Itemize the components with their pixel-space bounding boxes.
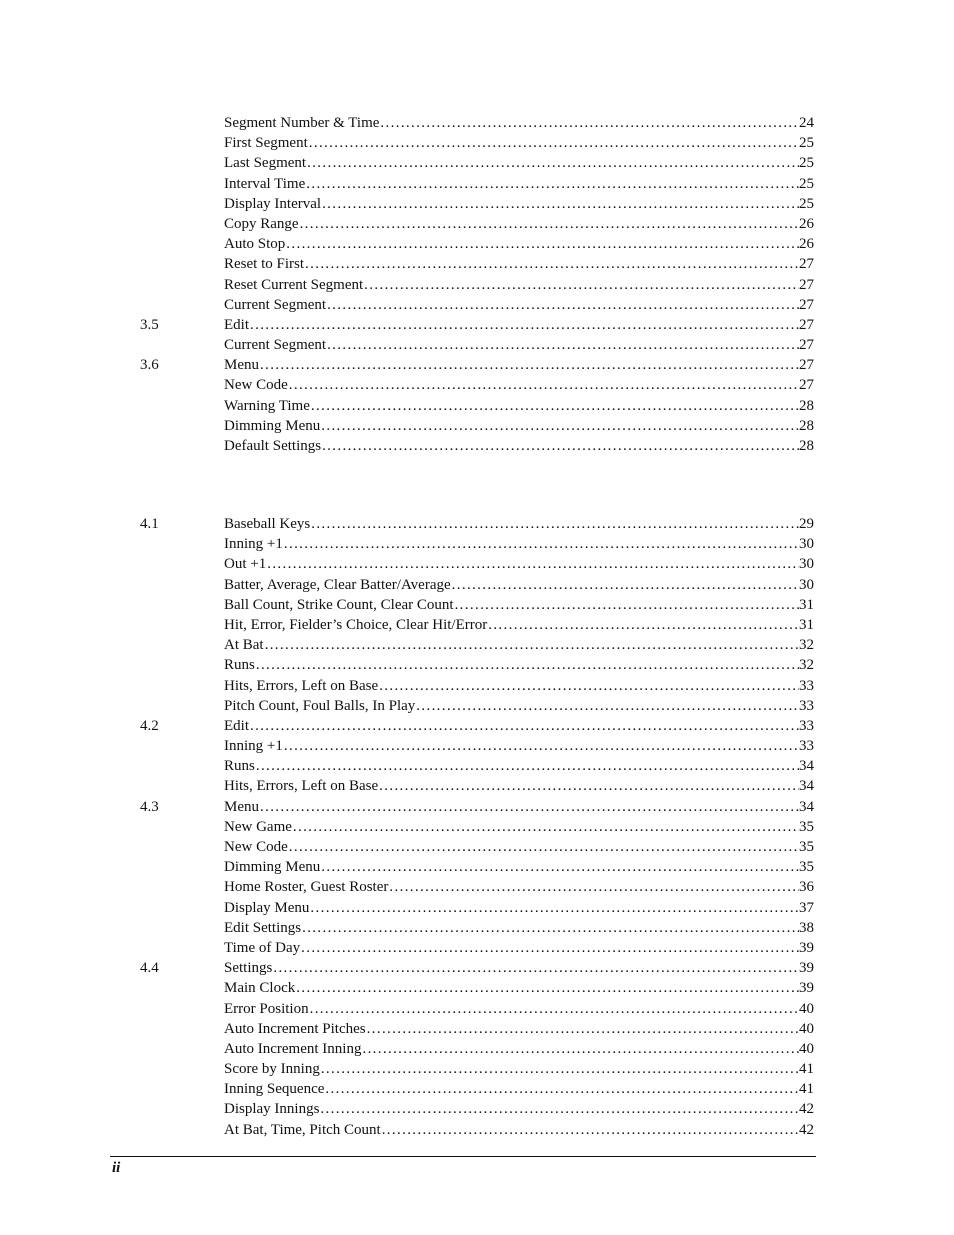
toc-entry-title: Default Settings <box>224 438 322 454</box>
toc-entry[interactable] <box>0 275 954 295</box>
toc-entry-line <box>224 355 814 375</box>
toc-entry-line <box>224 1099 814 1119</box>
toc-entry-line <box>224 153 814 173</box>
toc-entry[interactable] <box>0 396 954 416</box>
toc-entry-title: Main Clock <box>224 980 296 997</box>
toc-entry[interactable] <box>0 1099 954 1119</box>
toc-entry-title: Current Segment <box>224 296 327 313</box>
toc-entry-title: Display Interval <box>224 195 322 212</box>
toc-entry-title: New Code <box>224 377 288 394</box>
toc-entry[interactable] <box>0 554 954 574</box>
toc-dot-leader <box>488 615 799 635</box>
toc-dot-leader <box>364 275 799 295</box>
toc-entry[interactable] <box>0 153 954 173</box>
toc-page-number: 27 <box>799 377 814 394</box>
toc-entry[interactable] <box>0 234 954 254</box>
toc-dot-leader <box>367 1019 799 1039</box>
toc-dot-leader <box>309 133 799 153</box>
toc-page-number: 37 <box>799 899 814 916</box>
toc-entry-title: Hits, Errors, Left on Base <box>224 778 379 795</box>
toc-entry-line <box>224 817 814 837</box>
toc-dot-leader <box>311 396 799 416</box>
toc-dot-leader <box>310 898 799 918</box>
toc-dot-leader <box>382 1120 799 1140</box>
toc-page-number: 28 <box>799 438 814 454</box>
toc-entry[interactable] <box>0 1059 954 1079</box>
toc-page-number: 34 <box>799 758 814 775</box>
toc-entry-line <box>224 595 814 615</box>
toc-entry[interactable] <box>0 918 954 938</box>
toc-page-number: 35 <box>799 818 814 835</box>
toc-page-number: 27 <box>799 357 814 374</box>
toc-page-number: 35 <box>799 859 814 876</box>
toc-entry[interactable] <box>0 416 954 436</box>
toc-entry-title: At Bat, Time, Pitch Count <box>224 1121 381 1138</box>
toc-entry-line <box>224 918 814 938</box>
toc-page-number: 40 <box>799 1020 814 1037</box>
toc-entry-title: Display Menu <box>224 899 310 916</box>
toc-entry-title: Out +1 <box>224 556 267 573</box>
toc-entry[interactable] <box>0 615 954 635</box>
toc-page-number: 33 <box>799 697 814 714</box>
toc-dot-leader <box>256 756 799 776</box>
toc-entry-line <box>224 335 814 355</box>
toc-page-number: 26 <box>799 215 814 232</box>
toc-page-number: 24 <box>799 115 814 131</box>
toc-page-number: 40 <box>799 1040 814 1057</box>
toc-entry-line <box>224 958 814 978</box>
toc-entry-line <box>224 214 814 234</box>
toc-dot-leader <box>379 676 799 696</box>
toc-entry-title: Reset Current Segment <box>224 276 364 293</box>
toc-entry-title: First Segment <box>224 135 308 152</box>
toc-dot-leader <box>322 194 799 214</box>
toc-dot-leader <box>416 696 799 716</box>
toc-page-number: 28 <box>799 397 814 414</box>
toc-entry-title: Reset to First <box>224 256 305 273</box>
toc-section-number: 4.4 <box>140 960 159 977</box>
toc-page-number: 26 <box>799 236 814 253</box>
toc-entry-line <box>224 396 814 416</box>
toc-entry[interactable] <box>0 575 954 595</box>
toc-entry[interactable] <box>0 1120 954 1140</box>
toc-entry-line <box>224 837 814 857</box>
toc-page-number: 27 <box>799 256 814 273</box>
toc-section-number: 3.5 <box>140 316 159 333</box>
toc-entry-line <box>224 315 814 335</box>
toc-page-number: 39 <box>799 960 814 977</box>
toc-entry-title: Edit Settings <box>224 919 302 936</box>
toc-entry-title: Runs <box>224 758 255 775</box>
toc-entry[interactable] <box>0 436 954 456</box>
toc-dot-leader <box>327 335 799 355</box>
footer-rule <box>110 1156 816 1157</box>
toc-dot-leader <box>301 938 799 958</box>
toc-dot-leader <box>362 1039 799 1059</box>
toc-dot-leader <box>380 113 799 133</box>
toc-entry-title: Runs <box>224 657 255 674</box>
toc-dot-leader <box>302 918 799 938</box>
toc-page-number: 34 <box>799 798 814 815</box>
toc-page-number: 27 <box>799 337 814 354</box>
toc-entry-title: Copy Range <box>224 215 299 232</box>
toc-page-number: 25 <box>799 155 814 172</box>
toc-entry-line <box>224 133 814 153</box>
toc-entry-line <box>224 194 814 214</box>
toc-entry[interactable] <box>0 817 954 837</box>
toc-entry[interactable] <box>0 254 954 274</box>
toc-entry-line <box>224 877 814 897</box>
toc-dot-leader <box>289 375 799 395</box>
toc-page-number: 31 <box>799 596 814 613</box>
toc-entry-title: New Code <box>224 839 288 855</box>
toc-dot-leader <box>267 554 799 574</box>
toc-entry-title: Interval Time <box>224 175 306 192</box>
toc-dot-leader <box>265 635 799 655</box>
toc-entry-line <box>224 1120 814 1140</box>
toc-entry[interactable] <box>0 716 954 736</box>
toc-dot-leader <box>260 797 799 817</box>
toc-entry[interactable] <box>0 335 954 355</box>
toc-entry-line <box>224 534 814 554</box>
toc-page-number: 39 <box>799 980 814 997</box>
toc-entry-title: New Game <box>224 818 292 835</box>
toc-entry-title: Error Position <box>224 1000 309 1017</box>
toc-entry-title: Inning +1 <box>224 738 283 755</box>
toc-dot-leader <box>321 857 799 877</box>
toc-entry[interactable] <box>0 958 954 978</box>
toc-entry-line <box>224 514 814 534</box>
toc-entry-title: Auto Increment Inning <box>224 1040 362 1057</box>
toc-dot-leader <box>321 1059 799 1079</box>
toc-entry-line <box>224 1039 814 1059</box>
toc-dot-leader <box>260 355 799 375</box>
toc-dot-leader <box>307 153 799 173</box>
toc-entry-line <box>224 756 814 776</box>
toc-section-baseball <box>0 514 954 1140</box>
toc-entry[interactable] <box>0 1039 954 1059</box>
toc-page-number: 27 <box>799 276 814 293</box>
toc-entry-title: Inning +1 <box>224 536 283 553</box>
toc-entry-line <box>224 1079 814 1099</box>
toc-page-number: 33 <box>799 717 814 734</box>
toc-page-number: 36 <box>799 879 814 896</box>
toc-dot-leader <box>305 254 799 274</box>
toc-entry-line <box>224 234 814 254</box>
toc-entry-title: Display Innings <box>224 1101 320 1118</box>
toc-page-number: 31 <box>799 616 814 633</box>
toc-entry[interactable] <box>0 736 954 756</box>
toc-page-number: 39 <box>799 939 814 956</box>
toc-entry[interactable] <box>0 534 954 554</box>
toc-entry-title: Auto Stop <box>224 236 286 253</box>
toc-entry-title: Edit <box>224 316 249 333</box>
toc-entry[interactable] <box>0 635 954 655</box>
toc-entry-title: Menu <box>224 798 259 815</box>
toc-dot-leader <box>273 958 799 978</box>
toc-entry-line <box>224 436 814 456</box>
toc-page-number: 25 <box>799 195 814 212</box>
toc-entry-line <box>224 575 814 595</box>
toc-entry[interactable] <box>0 113 954 133</box>
toc-entry[interactable] <box>0 938 954 958</box>
toc-entry-title: Last Segment <box>224 155 307 172</box>
toc-entry[interactable] <box>0 797 954 817</box>
toc-entry-line <box>224 696 814 716</box>
toc-dot-leader <box>455 595 799 615</box>
toc-entry-title: Edit <box>224 717 249 734</box>
toc-entry-title: Current Segment <box>224 337 327 354</box>
toc-dot-leader <box>250 716 799 736</box>
toc-entry[interactable] <box>0 214 954 234</box>
toc-entry-title: Home Roster, Guest Roster <box>224 879 389 896</box>
toc-entry-line <box>224 736 814 756</box>
toc-dot-leader <box>325 1079 799 1099</box>
toc-page-number: 41 <box>799 1081 814 1098</box>
toc-entry-title: Score by Inning <box>224 1061 320 1078</box>
footer-page-number: ii <box>112 1160 121 1176</box>
toc-page-number: 27 <box>799 316 814 333</box>
toc-entry-title: Dimming Menu <box>224 417 321 434</box>
toc-section-number: 4.3 <box>140 798 159 815</box>
toc-page-number: 41 <box>799 1061 814 1078</box>
toc-entry-line <box>224 635 814 655</box>
toc-entry[interactable] <box>0 174 954 194</box>
toc-entry-line <box>224 676 814 696</box>
toc-page-number: 35 <box>799 839 814 855</box>
toc-entry-line <box>224 797 814 817</box>
toc-entry-line <box>224 938 814 958</box>
toc-page-number: 40 <box>799 1000 814 1017</box>
toc-dot-leader <box>289 837 799 857</box>
toc-entry-line <box>224 554 814 574</box>
toc-entry-line <box>224 898 814 918</box>
toc-entry[interactable] <box>0 315 954 335</box>
toc-entry-title: Time of Day <box>224 939 301 956</box>
toc-entry-title: Hits, Errors, Left on Base <box>224 677 379 694</box>
toc-entry-title: At Bat <box>224 637 264 654</box>
toc-page-number: 42 <box>799 1121 814 1138</box>
toc-entry[interactable] <box>0 857 954 877</box>
toc-page-number: 30 <box>799 556 814 573</box>
toc-page-number: 30 <box>799 576 814 593</box>
toc-entry-line <box>224 857 814 877</box>
toc-entry-title: Menu <box>224 357 259 374</box>
toc-page-number: 27 <box>799 296 814 313</box>
toc-entry-line <box>224 254 814 274</box>
toc-entry-line <box>224 375 814 395</box>
toc-entry-line <box>224 978 814 998</box>
toc-entry-line <box>224 716 814 736</box>
toc-page-number: 33 <box>799 677 814 694</box>
toc-entry[interactable] <box>0 595 954 615</box>
toc-page-number: 28 <box>799 417 814 434</box>
toc-page-number: 33 <box>799 738 814 755</box>
toc-entry-title: Settings <box>224 960 273 977</box>
toc-entry[interactable] <box>0 355 954 375</box>
toc-dot-leader <box>321 416 799 436</box>
toc-dot-leader <box>286 234 799 254</box>
toc-dot-leader <box>306 174 799 194</box>
toc-entry-line <box>224 615 814 635</box>
toc-dot-leader <box>327 295 799 315</box>
toc-entry-title: Segment Number & Time <box>224 115 380 131</box>
toc-entry[interactable] <box>0 1079 954 1099</box>
toc-entry[interactable] <box>0 655 954 675</box>
toc-entry[interactable] <box>0 133 954 153</box>
toc-page-number: 25 <box>799 135 814 152</box>
toc-page-number: 42 <box>799 1101 814 1118</box>
toc-entry[interactable] <box>0 194 954 214</box>
toc-dot-leader <box>296 978 799 998</box>
toc-entry[interactable] <box>0 756 954 776</box>
toc-page-number: 32 <box>799 637 814 654</box>
toc-dot-leader <box>256 655 799 675</box>
toc-page-number: 32 <box>799 657 814 674</box>
toc-dot-leader <box>300 214 799 234</box>
toc-entry[interactable] <box>0 776 954 796</box>
toc-dot-leader <box>379 776 799 796</box>
toc-entry-title: Ball Count, Strike Count, Clear Count <box>224 596 454 613</box>
toc-entry[interactable] <box>0 978 954 998</box>
toc-entry-title: Hit, Error, Fielder’s Choice, Clear Hit/Error <box>224 616 488 633</box>
toc-entry-line <box>224 999 814 1019</box>
toc-entry[interactable] <box>0 375 954 395</box>
toc-entry[interactable] <box>0 1019 954 1039</box>
toc-entry-line <box>224 275 814 295</box>
toc-section-number: 4.2 <box>140 717 159 734</box>
toc-entry-title: Auto Increment Pitches <box>224 1020 366 1037</box>
toc-dot-leader <box>389 877 799 897</box>
toc-entry-line <box>224 1019 814 1039</box>
toc-page-number: 38 <box>799 919 814 936</box>
toc-entry[interactable] <box>0 696 954 716</box>
toc-entry-line <box>224 295 814 315</box>
toc-entry[interactable] <box>0 898 954 918</box>
toc-dot-leader <box>311 514 799 534</box>
toc-entry-title: Dimming Menu <box>224 859 321 876</box>
toc-dot-leader <box>320 1099 799 1119</box>
toc-entry[interactable] <box>0 999 954 1019</box>
toc-entry-title: Baseball Keys <box>224 516 311 532</box>
toc-entry-line <box>224 416 814 436</box>
toc-section-number: 4.1 <box>140 516 159 532</box>
toc-page-number: 25 <box>799 175 814 192</box>
toc-dot-leader <box>284 534 799 554</box>
toc-dot-leader <box>322 436 799 456</box>
toc-entry[interactable] <box>0 514 954 534</box>
toc-dot-leader <box>284 736 799 756</box>
toc-page-number: 34 <box>799 778 814 795</box>
toc-entry-title: Inning Sequence <box>224 1081 325 1098</box>
toc-entry-title: Warning Time <box>224 397 310 414</box>
toc-dot-leader <box>452 575 799 595</box>
toc-entry[interactable] <box>0 676 954 696</box>
toc-entry-line <box>224 174 814 194</box>
toc-section-timer <box>0 113 954 456</box>
toc-entry[interactable] <box>0 837 954 857</box>
toc-page-number: 29 <box>799 516 814 532</box>
toc-entry-line <box>224 113 814 133</box>
toc-section-number: 3.6 <box>140 357 159 374</box>
toc-entry[interactable] <box>0 877 954 897</box>
toc-dot-leader <box>310 999 799 1019</box>
toc-entry-title: Batter, Average, Clear Batter/Average <box>224 576 451 593</box>
toc-entry-title: Pitch Count, Foul Balls, In Play <box>224 697 416 714</box>
toc-dot-leader <box>250 315 799 335</box>
toc-dot-leader <box>293 817 799 837</box>
toc-entry-line <box>224 776 814 796</box>
toc-entry-line <box>224 655 814 675</box>
toc-entry[interactable] <box>0 295 954 315</box>
toc-page-number: 30 <box>799 536 814 553</box>
toc-entry-line <box>224 1059 814 1079</box>
